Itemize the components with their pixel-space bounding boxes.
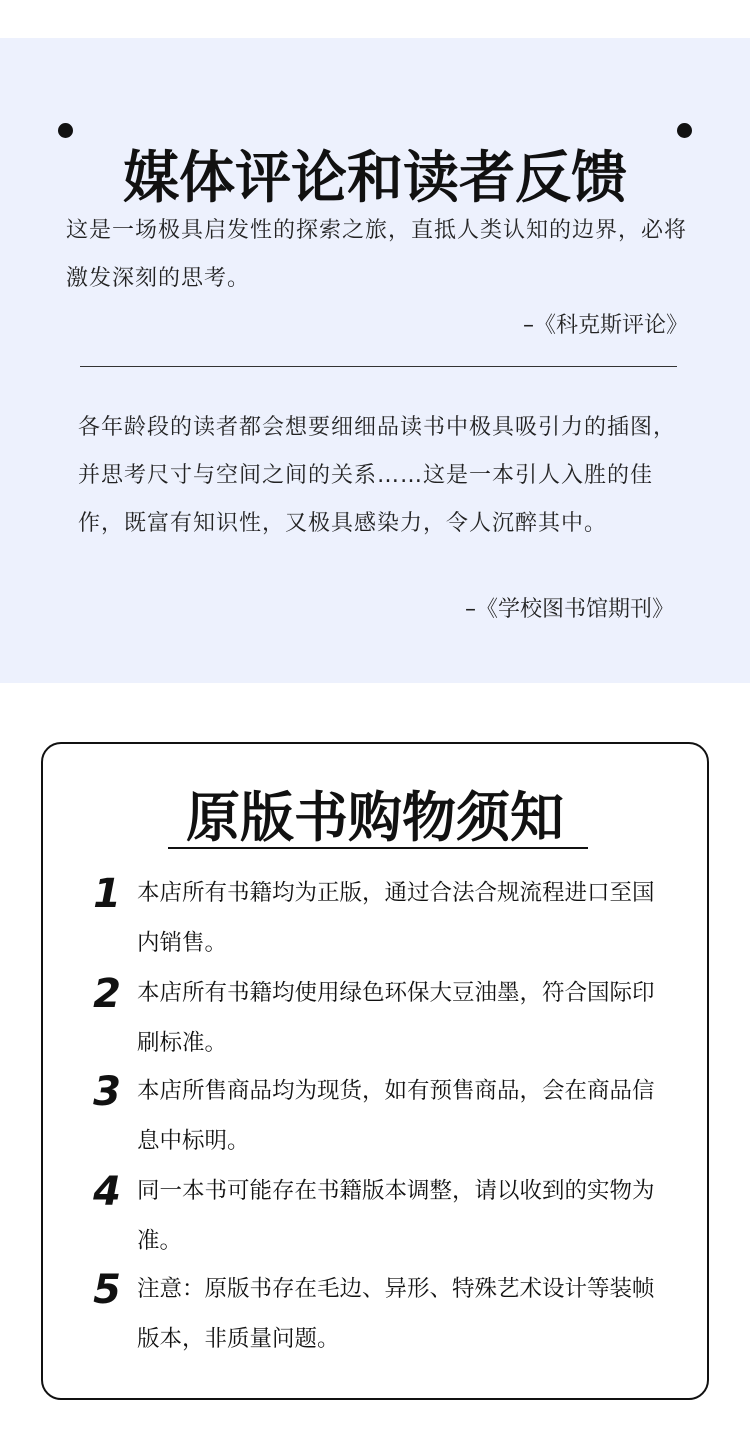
bullet-dot-icon — [677, 123, 692, 138]
shopping-notice-box — [41, 742, 709, 1400]
rule-number: 5 — [93, 1267, 121, 1313]
bullet-dot-icon — [58, 123, 73, 138]
heading-underline — [168, 847, 588, 849]
rule-text: 本店所有书籍均使用绿色环保大豆油墨，符合国际印刷标准。 — [137, 980, 655, 1056]
rule-number: 2 — [93, 971, 121, 1017]
rule-text: 本店所售商品均为现货，如有预售商品，会在商品信息中标明。 — [137, 1078, 655, 1154]
rule-text: 同一本书可能存在书籍版本调整，请以收到的实物为准。 — [137, 1178, 655, 1254]
review-source: –《科克斯评论》 — [522, 313, 688, 338]
reviews-section — [0, 38, 750, 683]
rule-text: 本店所有书籍均为正版，通过合法合规流程进口至国内销售。 — [137, 880, 655, 956]
review-source: –《学校图书馆期刊》 — [464, 597, 674, 622]
review-quote: 各年龄段的读者都会想要细细品读书中极具吸引力的插图，并思考尺寸与空间之间的关系……这是一本引人入胜的佳作，既富有知识性，又极具感染力，令人沉醉其中。 — [78, 415, 677, 536]
rule-text: 注意：原版书存在毛边、异形、特殊艺术设计等装帧版本，非质量问题。 — [137, 1276, 655, 1352]
rule-number: 1 — [93, 871, 121, 917]
reviews-heading: 媒体评论和读者反馈 — [123, 146, 627, 212]
rule-number: 4 — [93, 1169, 121, 1215]
notice-heading: 原版书购物须知 — [186, 786, 564, 849]
rule-number: 3 — [93, 1069, 121, 1115]
review-quote: 这是一场极具启发性的探索之旅，直抵人类认知的边界，必将激发深刻的思考。 — [66, 218, 688, 291]
divider — [80, 366, 677, 367]
